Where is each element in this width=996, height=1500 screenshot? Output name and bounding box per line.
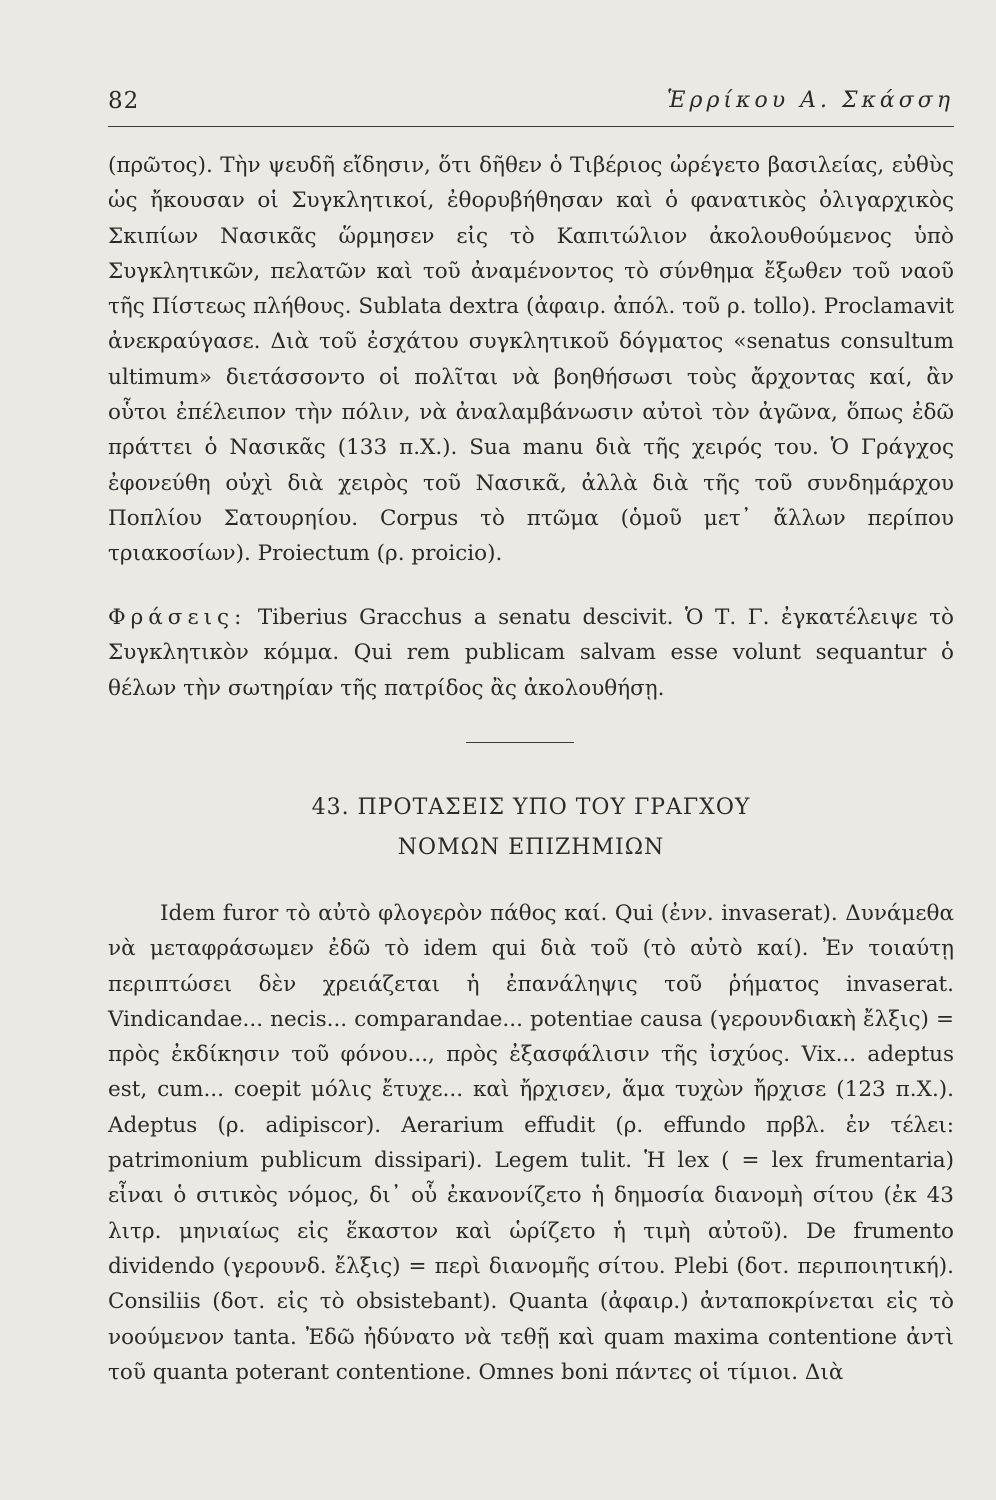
paragraph-text: (πρῶτος). Τὴν ψευδῆ εἴδησιν, ὅτι δῆθεν ὁ Τιβέριος ὠρέγετο βασιλείας, εὐθὺς ὡς ἤκουσαν οἱ Συγκλητικοί, ἐθορυβήθησαν καὶ ὁ φανατικὸς ὀλιγαρχικὸς Σκιπίων Νασικᾶς ὥρμησεν εἰς τὸ Καπιτώλιον ἀκολουθούμενος ὑπὸ Συγκλητικῶν, πελατῶν καὶ τοῦ ἀναμένοντος τὸ σύνθημα ἔξωθεν τοῦ ναοῦ τῆς Πίστεως πλήθους. Sublata dextra (ἀφαιρ. ἀπόλ. τοῦ ρ. tollo). Proclamavit ἀνεκραύγασε. Διὰ τοῦ ἐσχάτου συγκλητικοῦ δόγματος «senatus consultum ultimum» διετάσσοντο οἱ πολῖται νὰ βοηθήσωσι τοὺς ἄρχοντας καί, ἂν οὗτοι ἐπέλειπον τὴν πόλιν, νὰ ἀναλαμβάνωσιν αὐτοὶ τὸν ἀγῶνα, ὅπως ἐδῶ πράττει ὁ Νασικᾶς (133 π.Χ.). Sua manu διὰ τῆς χειρός του. Ὁ Γράγχος ἐφονεύθη οὐχὶ διὰ χειρὸς τοῦ Νασικᾶ, ἀλλὰ διὰ τῆς τοῦ συνδημάρχου Ποπλίου Σατουρηίου. Corpus τὸ πτῶμα (ὁμοῦ μετ᾽ ἄλλων περίπου τριακοσίων). Proiectum (ρ. proicio).: [108, 153, 954, 567]
page-header: [108, 88, 954, 122]
section-paragraph: [108, 896, 954, 1390]
section-heading-line-1: 43. ΠΡΟΤΑΣΕΙΣ ΥΠΟ ΤΟΥ ΓΡΑΓΧΟΥ: [311, 795, 751, 820]
page-number: 82: [108, 88, 140, 114]
section-paragraph-text: Idem furor τὸ αὐτὸ φλογερὸν πάθος καί. Qui (ἐνν. invaserat). Δυνάμεθα νὰ μεταφράσωμεν ἐδῶ τὸ idem qui διὰ τοῦ (τὸ αὐτὸ καί). Ἐν τοιαύτῃ περιπτώσει δὲν χρειάζεται ἡ ἐπανάληψις τοῦ ῥήματος invaserat. Vindicandae... necis... comparandae... potentiae causa (γερουνδιακὴ ἔλξις) = πρὸς ἐκδίκησιν τοῦ φόνου..., πρὸς ἐξασφάλισιν τῆς ἰσχύος. Vix... adeptus est, cum... coepit μόλις ἔτυχε... καὶ ἤρχισεν, ἅμα τυχὼν ἤρχισε (123 π.Χ.). Adeptus (ρ. adipiscor). Aerarium effudit (ρ. effundo πρβλ. ἐν τέλει: patrimonium publicum dissipari). Legem tulit. Ἡ lex ( = lex frumentaria) εἶναι ὁ σιτικὸς νόμος, δι᾽ οὗ ἐκανονίζετο ἡ δημοσία διανομὴ σίτου (ἐκ 43 λιτρ. μηνιαίως εἰς ἕκαστον καὶ ὡρίζετο ἡ τιμὴ αὐτοῦ). De frumento dividendo (γερουνδ. ἔλξις) = περὶ διανομῆς σίτου. Plebi (δοτ. περιποιητική). Consiliis (δοτ. εἰς τὸ obsistebant). Quanta (ἀφαιρ.) ἀνταποκρίνεται εἰς τὸ νοούμενον tanta. Ἐδῶ ἠδύνατο νὰ τεθῇ καὶ quam maxima contentione ἀντὶ τοῦ quanta poterant contentione. Omnes boni πάντες οἱ τίμιοι. Διὰ: [108, 901, 954, 1385]
section-divider: [466, 742, 574, 743]
section-heading: [108, 788, 954, 868]
section-heading-line-2: ΝΟΜΩΝ ΕΠΙΖΗΜΙΩΝ: [397, 835, 665, 860]
running-title: Ἑρρίκου Α. Σκάσση: [667, 88, 954, 113]
header-rule: [108, 126, 954, 127]
phrases-text: [108, 600, 954, 706]
phrases-label: Φράσεις:: [108, 605, 247, 630]
phrases-body: Tiberius Gracchus a senatu descivit. Ὁ Τ. Γ. ἐγκατέλειψε τὸ Συγκλητικὸν κόμμα. Qui rem publicam salvam esse volunt sequantur ὁ θέλων τὴν σωτηρίαν τῆς πατρίδος ἂς ἀκολουθήσῃ.: [108, 605, 954, 701]
commentary-paragraph-1: [108, 148, 954, 572]
phrases-paragraph: [108, 600, 954, 706]
